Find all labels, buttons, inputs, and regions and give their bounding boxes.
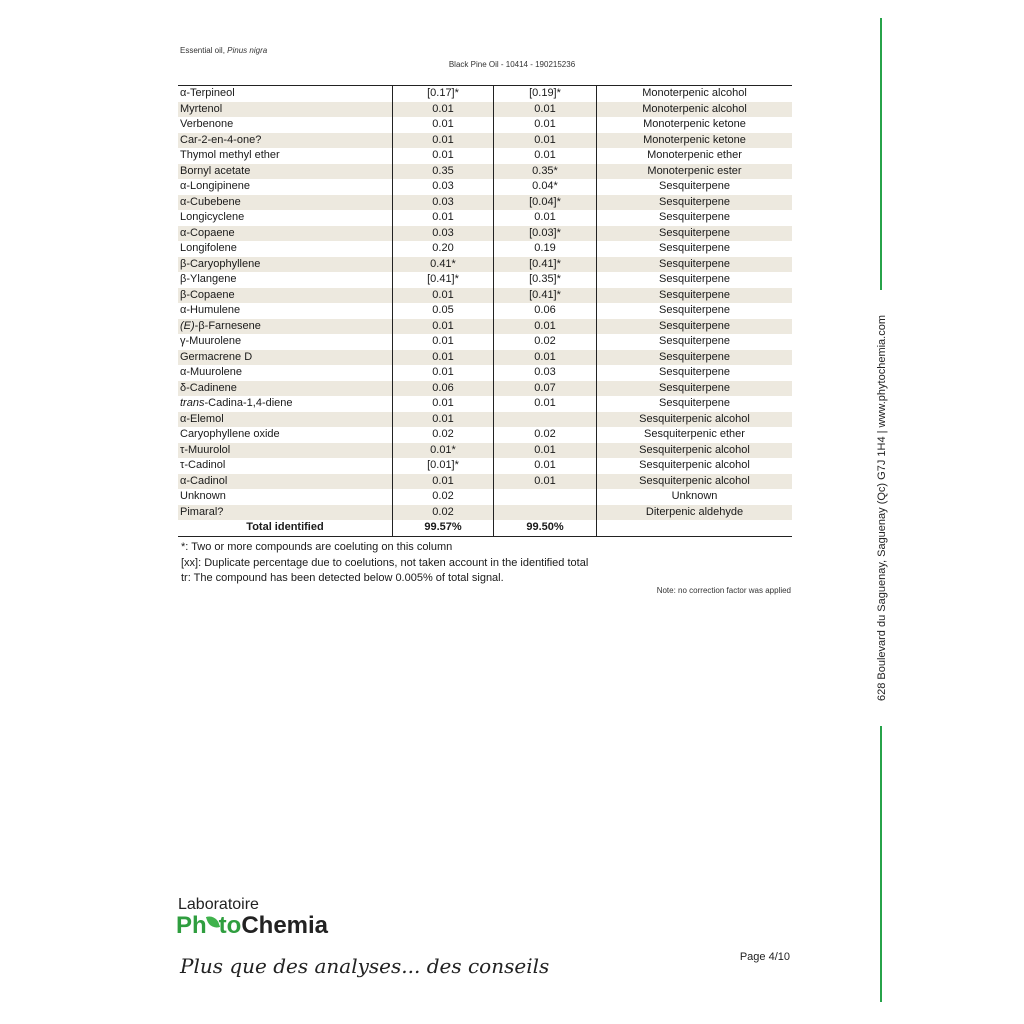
percent-column-2 bbox=[494, 505, 597, 521]
compound-name-text: Verbenone bbox=[180, 118, 234, 130]
table-row bbox=[178, 319, 792, 335]
percent-column-2: 0.01 bbox=[494, 148, 597, 164]
compound-name bbox=[178, 334, 393, 350]
compound-name bbox=[178, 117, 393, 133]
total-percent-2: 99.50% bbox=[494, 520, 597, 536]
table-row bbox=[178, 195, 792, 211]
percent-column-2 bbox=[494, 412, 597, 428]
percent-column-1: 0.01 bbox=[393, 210, 494, 226]
compound-name-text: δ-Cadinene bbox=[180, 381, 237, 394]
compound-name bbox=[178, 102, 393, 118]
compound-class: Monoterpenic alcohol bbox=[597, 102, 793, 118]
compound-name-text: β-Ylangene bbox=[180, 273, 237, 285]
compound-name bbox=[178, 319, 393, 335]
compound-class: Sesquiterpene bbox=[659, 211, 730, 223]
compound-name-text: α-Muurolene bbox=[180, 366, 242, 378]
total-row bbox=[178, 520, 792, 536]
percent-column-2: 0.01 bbox=[494, 350, 597, 366]
percent-column-1: 0.05 bbox=[393, 303, 494, 319]
compound-name-text: Thymol methyl ether bbox=[180, 149, 280, 161]
total-empty-cell bbox=[597, 520, 793, 536]
compound-name-prefix: trans bbox=[180, 397, 205, 409]
compound-name-text: Longicyclene bbox=[180, 211, 245, 223]
compound-name bbox=[178, 241, 393, 257]
percent-column-2: 0.06 bbox=[494, 303, 597, 319]
percent-column-1: 0.01 bbox=[393, 102, 494, 118]
compound-class: Sesquiterpene bbox=[659, 397, 730, 409]
table-row bbox=[178, 505, 792, 521]
compound-name bbox=[178, 474, 393, 490]
compound-name bbox=[178, 86, 393, 102]
percent-column-2: 0.02 bbox=[494, 427, 597, 443]
percent-column-1: 0.01 bbox=[393, 365, 494, 381]
table-row bbox=[178, 303, 792, 319]
table-row bbox=[178, 86, 792, 102]
compound-name bbox=[178, 133, 393, 149]
percent-column-1: 0.03 bbox=[393, 195, 494, 211]
document-subheader bbox=[0, 60, 1024, 69]
table-row bbox=[178, 412, 792, 428]
percent-column-1: [0.01]* bbox=[393, 458, 494, 474]
compound-name bbox=[178, 350, 393, 366]
side-rule-bottom bbox=[880, 726, 882, 1002]
compound-class: Diterpenic aldehyde bbox=[597, 505, 793, 521]
table-row bbox=[178, 365, 792, 381]
compound-name-text: α-Copaene bbox=[180, 226, 235, 239]
percent-column-1: 0.02 bbox=[393, 505, 494, 521]
percent-column-2: 0.01 bbox=[494, 133, 597, 149]
compound-name bbox=[178, 164, 393, 180]
compound-name-text: β-Caryophyllene bbox=[180, 257, 261, 270]
correction-note: Note: no correction factor was applied bbox=[656, 586, 791, 595]
footnote-duplicate: [xx]: Duplicate percentage due to coelutions, not taken account in the identified total bbox=[181, 556, 589, 569]
percent-column-2: [0.03]* bbox=[494, 226, 597, 242]
table-row bbox=[178, 381, 792, 397]
compound-name bbox=[178, 148, 393, 164]
compound-name-text: α-Cadinol bbox=[180, 474, 228, 487]
compound-class: Sesquiterpene bbox=[597, 350, 793, 366]
compound-name-text: -β-Farnesene bbox=[194, 319, 261, 332]
logo-brand bbox=[176, 912, 328, 940]
percent-column-2: 0.01 bbox=[494, 396, 597, 412]
percent-column-2: 0.01 bbox=[494, 210, 597, 226]
table-row bbox=[178, 458, 792, 474]
table-row bbox=[178, 396, 792, 412]
compound-class: Monoterpenic alcohol bbox=[597, 86, 793, 102]
table-row bbox=[178, 241, 792, 257]
percent-column-1: 0.01 bbox=[393, 133, 494, 149]
percent-column-1: 0.01 bbox=[393, 148, 494, 164]
percent-column-1: 0.01 bbox=[393, 412, 494, 428]
compound-name-text: γ-Muurolene bbox=[180, 335, 242, 347]
percent-column-2: 0.01 bbox=[494, 443, 597, 459]
compound-name-text: Longifolene bbox=[180, 242, 237, 254]
table-row bbox=[178, 334, 792, 350]
compound-class: Sesquiterpene bbox=[597, 195, 793, 211]
compound-name-text: τ-Cadinol bbox=[180, 459, 226, 471]
compound-class: Monoterpenic ether bbox=[647, 149, 742, 161]
table-row bbox=[178, 474, 792, 490]
compound-class: Monoterpenic ester bbox=[597, 164, 793, 180]
percent-column-1: 0.01 bbox=[393, 334, 494, 350]
percent-column-1: 0.02 bbox=[393, 427, 494, 443]
percent-column-1: 0.01 bbox=[393, 288, 494, 304]
table-row bbox=[178, 489, 792, 505]
percent-column-1: 0.01 bbox=[393, 396, 494, 412]
percent-column-1: 0.03 bbox=[393, 179, 494, 195]
compound-name-text: β-Copaene bbox=[180, 288, 235, 301]
compound-class: Sesquiterpene bbox=[659, 180, 730, 192]
table-row bbox=[178, 210, 792, 226]
percent-column-2: 0.01 bbox=[494, 458, 597, 474]
percent-column-2: 0.03 bbox=[494, 365, 597, 381]
percent-column-2: [0.35]* bbox=[494, 272, 597, 288]
page-number: Page 4/10 bbox=[739, 951, 790, 963]
compound-name bbox=[178, 179, 393, 195]
table-row bbox=[178, 164, 792, 180]
sample-id: Black Pine Oil - 10414 - 190215236 bbox=[448, 60, 576, 69]
compound-class: Unknown bbox=[671, 490, 718, 502]
compound-name bbox=[178, 396, 393, 412]
logo-brand-part2: to bbox=[218, 912, 242, 939]
compound-name-prefix: (E) bbox=[180, 319, 195, 332]
table-row bbox=[178, 102, 792, 118]
compound-class: Monoterpenic ketone bbox=[597, 133, 793, 149]
table-row bbox=[178, 288, 792, 304]
table-row bbox=[178, 350, 792, 366]
compound-class: Sesquiterpenic alcohol bbox=[597, 412, 793, 428]
compound-name-text: Unknown bbox=[180, 490, 226, 502]
leaf-icon bbox=[206, 914, 220, 931]
percent-column-2: [0.41]* bbox=[494, 288, 597, 304]
table-row bbox=[178, 133, 792, 149]
compound-class: Sesquiterpene bbox=[597, 257, 793, 273]
compound-class: Sesquiterpenic alcohol bbox=[597, 474, 793, 490]
table-row bbox=[178, 117, 792, 133]
side-address: 628 Boulevard du Saguenay, Saguenay (Qc) G7J 1H4 | www.phytochemia.com bbox=[876, 314, 888, 702]
compound-class: Sesquiterpenic alcohol bbox=[639, 459, 750, 471]
footnote-coeluting: *: Two or more compounds are coeluting on this column bbox=[181, 541, 453, 553]
footnote-trace: tr: The compound has been detected below 0.005% of total signal. bbox=[181, 572, 504, 584]
header-title: Essential oil, bbox=[180, 46, 225, 55]
percent-column-2: [0.19]* bbox=[494, 86, 597, 102]
compound-name-text: τ-Muurolol bbox=[180, 443, 231, 456]
percent-column-1: 0.06 bbox=[393, 381, 494, 397]
slogan: Plus que des analyses... des conseils bbox=[180, 954, 550, 978]
compound-class: Sesquiterpene bbox=[597, 381, 793, 397]
footnotes bbox=[181, 540, 588, 587]
document-header bbox=[180, 46, 267, 55]
table-row bbox=[178, 427, 792, 443]
compound-name bbox=[178, 210, 393, 226]
percent-column-1: 0.20 bbox=[393, 241, 494, 257]
compound-name-text: α-Longipinene bbox=[180, 180, 250, 192]
total-percent-1: 99.57% bbox=[393, 520, 494, 536]
percent-column-1: [0.41]* bbox=[393, 272, 494, 288]
compound-class: Monoterpenic ketone bbox=[643, 118, 746, 130]
percent-column-1: [0.17]* bbox=[393, 86, 494, 102]
compound-name bbox=[178, 489, 393, 505]
percent-column-1: 0.03 bbox=[393, 226, 494, 242]
percent-column-2: 0.01 bbox=[494, 117, 597, 133]
compound-class: Sesquiterpene bbox=[659, 366, 730, 378]
compound-class: Sesquiterpene bbox=[659, 304, 730, 316]
compound-class: Sesquiterpene bbox=[659, 242, 730, 254]
compound-name bbox=[178, 272, 393, 288]
side-rule-top bbox=[880, 18, 882, 290]
percent-column-1: 0.01 bbox=[393, 319, 494, 335]
logo-brand-part1: Ph bbox=[176, 912, 207, 939]
compound-name bbox=[178, 365, 393, 381]
compound-name bbox=[178, 427, 393, 443]
compound-name bbox=[178, 288, 393, 304]
compound-name-text: -Cadina-1,4-diene bbox=[204, 397, 293, 409]
percent-column-1: 0.35 bbox=[393, 164, 494, 180]
percent-column-2: 0.01 bbox=[494, 102, 597, 118]
table-row bbox=[178, 148, 792, 164]
table-row bbox=[178, 443, 792, 459]
header-latin-name: Pinus nigra bbox=[227, 46, 268, 55]
compound-name-text: Car-2-en-4-one? bbox=[180, 133, 262, 146]
compound-name-text: Germacrene D bbox=[180, 350, 253, 363]
compound-name-text: Bornyl acetate bbox=[180, 164, 251, 177]
compound-name bbox=[178, 458, 393, 474]
percent-column-1: 0.41* bbox=[393, 257, 494, 273]
percent-column-2: 0.01 bbox=[494, 319, 597, 335]
percent-column-1: 0.01 bbox=[393, 474, 494, 490]
compound-class: Sesquiterpene bbox=[659, 335, 730, 347]
compound-name-text: Pimaral? bbox=[180, 505, 224, 518]
percent-column-2: 0.19 bbox=[494, 241, 597, 257]
percent-column-1: 0.01 bbox=[393, 350, 494, 366]
table-row bbox=[178, 179, 792, 195]
percent-column-2: 0.02 bbox=[494, 334, 597, 350]
percent-column-1: 0.02 bbox=[393, 489, 494, 505]
compound-name-text: α-Humulene bbox=[180, 304, 241, 316]
percent-column-2: [0.04]* bbox=[494, 195, 597, 211]
percent-column-2: 0.07 bbox=[494, 381, 597, 397]
compound-name bbox=[178, 226, 393, 242]
percent-column-2: [0.41]* bbox=[494, 257, 597, 273]
composition-table bbox=[178, 85, 792, 537]
compound-name bbox=[178, 412, 393, 428]
compound-name-text: α-Elemol bbox=[180, 412, 224, 425]
compound-name bbox=[178, 257, 393, 273]
compound-name bbox=[178, 505, 393, 521]
percent-column-2: 0.35* bbox=[494, 164, 597, 180]
compound-name bbox=[178, 381, 393, 397]
compound-class: Sesquiterpene bbox=[597, 319, 793, 335]
percent-column-1: 0.01* bbox=[393, 443, 494, 459]
percent-column-2 bbox=[494, 489, 597, 505]
logo-brand-part3: Chemia bbox=[241, 912, 329, 939]
compound-name-text: Caryophyllene oxide bbox=[180, 428, 280, 440]
compound-name bbox=[178, 303, 393, 319]
compound-class: Sesquiterpene bbox=[659, 273, 730, 285]
compound-class: Sesquiterpenic ether bbox=[644, 428, 745, 440]
total-label: Total identified bbox=[178, 520, 393, 536]
compound-name-text: Myrtenol bbox=[180, 102, 223, 115]
table-row bbox=[178, 272, 792, 288]
compound-class: Sesquiterpene bbox=[597, 288, 793, 304]
compound-name bbox=[178, 443, 393, 459]
compound-name-text: α-Terpineol bbox=[180, 87, 235, 99]
logo-lab-text: Laboratoire bbox=[178, 896, 259, 913]
table-row bbox=[178, 257, 792, 273]
table-row bbox=[178, 226, 792, 242]
compound-name-text: α-Cubebene bbox=[180, 195, 241, 208]
percent-column-2: 0.04* bbox=[494, 179, 597, 195]
compound-name bbox=[178, 195, 393, 211]
compound-class: Sesquiterpene bbox=[597, 226, 793, 242]
compound-class: Sesquiterpenic alcohol bbox=[597, 443, 793, 459]
percent-column-2: 0.01 bbox=[494, 474, 597, 490]
percent-column-1: 0.01 bbox=[393, 117, 494, 133]
